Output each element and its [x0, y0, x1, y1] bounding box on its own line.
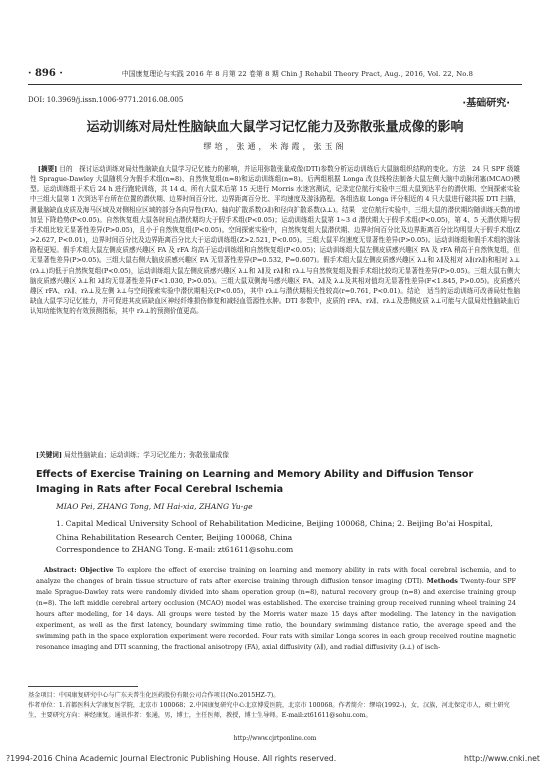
correspondence-en: Correspondence to ZHANG Tong. E-mail: zt61611@sohu.com	[56, 545, 294, 554]
affiliation-en: 1. Capital Medical University School of Rehabilitation Medicine, Beijing 100068, China; 2. Beijing Bo'ai Hospital, China Rehabilitation Research Center, Beijing 100068, China	[56, 519, 493, 542]
page-number: · 896 ·	[28, 67, 63, 79]
authors-cn: 缪培，张通，米海霞，张玉阁	[203, 142, 347, 151]
journal-website: http://www.cjrtponline.com	[233, 735, 317, 742]
methods-label: Methods	[426, 577, 458, 585]
objective-label: Objective	[79, 566, 114, 574]
footnote-fund: 基金项目：中国康复研究中心与广东天普生化医药股份有限公司合作项目(No.2015HZ-7)。	[28, 692, 280, 699]
header-rule	[28, 84, 522, 85]
article-title-en: Effects of Exercise Training on Learning and Memory Ability and Diffusion Tensor Imaging in Rats after Focal Cerebral Ischemia	[36, 469, 474, 495]
doi-line: DOI: 10.3969/j.issn.1006-9771.2016.08.005	[28, 96, 184, 104]
abstract-cn	[30, 164, 520, 316]
footnote-author-info: 作者单位：1.首都医科大学康复医学院，北京市 100068；2.中国康复研究中心北京博爱医院，北京市 100068。作者简介：缪培(1992-)，女，汉族，河北保定市人，硕士研究生，主要研究方向：神经康复。通讯作者：张通，男，博士，主任医师，教授，博士生导师。E-mail:zt61611@sohu.com。	[28, 702, 510, 719]
running-header	[28, 64, 522, 82]
keywords-cn-label: [关键词]	[36, 451, 63, 459]
cnki-footer	[0, 750, 550, 766]
copyright-notice: ?1994-2016 China Academic Journal Electronic Publishing House. All rights reserved.	[6, 753, 337, 763]
abstract-cn-label: [摘要]	[37, 165, 58, 173]
footnotes	[28, 691, 522, 721]
methods-text: Twenty-four SPF male Sprague-Dawley rats were randomly divided into sham operation group (n=8), natural recovery group (n=8) and exercise training group (n=8). The left middle cerebral artery occlusion (MCAO) model was established. The exercise training group received running wheel training 24 hours after modeling, for 14 days. All groups were tested by the Morris water maze 15 days after modeling. The latency in the navigation experiment, as well as the first latency, boundary swimming time ratio, the boundary swimming distance ratio, the average speed and the swimming path in the space exploration experiment were recorded. Four rats with similar Longa scores in each group received routine magnetic resonance imaging and DTI scanning, the fractional anisotropy (FA), axial diffusivity (λ∥), and radial diffusivity (λ⊥) of isch-	[36, 577, 516, 651]
cnki-link[interactable]: http://www.cnki.net	[464, 753, 540, 763]
keywords-cn-text: 局灶性脑缺血；运动训练；学习记忆能力；弥散张量成像	[64, 451, 229, 459]
objective-text: To explore the effect of exercise training on learning and memory ability in rats with focal cerebral ischemia, and to analyze the changes of brain tissue structure of rats after exercise training through diffusion tensor imaging (DTI).	[36, 566, 516, 585]
keywords-cn	[36, 449, 229, 459]
abstract-en-label: Abstract:	[43, 566, 77, 574]
article-title-cn: 运动训练对局灶性脑缺血大鼠学习记忆能力及弥散张量成像的影响	[86, 120, 464, 135]
authors-en: MIAO Pei, ZHANG Tong, MI Hai-xia, ZHANG Yu-ge	[56, 502, 253, 511]
abstract-en	[36, 565, 516, 653]
journal-citation-line: 中国康复理论与实践 2016 年 8 月第 22 卷第 8 期 Chin J Rehabil Theory Pract, Aug., 2016, Vol. 22, No.8	[121, 70, 473, 78]
footnote-rule	[28, 686, 138, 687]
abstract-cn-text: 目的 探讨运动训练对局灶性脑缺血大鼠学习记忆能力的影响，并运用弥散张量成像(DTI)参数分析运动训练后大鼠脑组织结构的变化。方法 24 只 SPF 级雄性 Sprague-Dawley 大鼠随机分为假手术组(n=8)、自然恢复组(n=8)和运动训练组(n=8)。后两组根据 Longa 改良线栓法制备大鼠左侧大脑中动脉闭塞(MCAO)模型。运动训练组于术后 24 h 进行跑轮训练，共 14 d。所有大鼠术后第 15 天进行 Morris 水迷宫测试，记录定位航行实验中三组大鼠到达平台的潜伏期、空间探索实验中三组大鼠第 1 次到达平台所在位置的潜伏期、边界时间百分比、边界距离百分比、平均速度及游泳路程。各组选取 Longa 评分相近的 4 只大鼠进行磁共振 DTI 扫描，测量脑缺血皮质及海马区域及对侧相应区域的部分各向异性(FA)、轴向扩散系数(λ∥)和径向扩散系数(λ⊥)。结果 定位航行实验中，三组大鼠的潜伏期均随训练天数的增加呈下降趋势(P<0.05)。自然恢复组大鼠各时间点潜伏期均大于假手术组(P<0.05)；运动训练组大鼠第 1~3 d 潜伏期大于假手术组(P<0.05)，第 4、5 天潜伏期与假手术组比较无显著性差异(P>0.05)，且小于自然恢复组(P<0.05)。空间探索实验中，自然恢复组大鼠潜伏期、边界时间百分比及边界距离百分比均明显大于假手术组(Z>2.627, P<0.01)，边界时间百分比及边界距离百分比大于运动训练组(Z>2.521, P<0.05)。三组大鼠平均速度无显著性差异(P>0.05)。运动训练组和假手术组的游泳路程更短。假手术组大鼠左侧皮质感兴趣区 FA 及 rFA 均高于运动训练组和自然恢复组(P<0.05)；运动训练组大鼠左侧皮质感兴趣区 FA 及 rFA 稍高于自然恢复组，但无显著性差异(P>0.05)。三组大鼠右侧大脑皮质感兴趣区 FA 无显著性差异(P=0.532, P=0.607)。假手术组大鼠左侧皮质感兴趣区 λ⊥和 λ∥及相对 λ∥(rλ∥)和相对 λ⊥(rλ⊥)均低于自然恢复组(P<0.05)，运动训练组大鼠左侧皮质感兴趣区 λ⊥和 λ∥及 rλ∥和 rλ⊥与自然恢复组及假手术组比较均无显著性差异(P>0.05)。三组大鼠右侧大脑皮质感兴趣区 λ⊥和 λ∥均无显著性差异(F<1.030, P>0.05)。三组大鼠双侧海马感兴趣区 FA、λ∥及 λ⊥及其相对值均无显著性差异(F<1.845, P>0.05)。皮质感兴趣区 rFA、rλ∥、rλ⊥及左侧 λ⊥与空间探索实验中潜伏期相关(P<0.05)，其中 rλ⊥与潜伏期相关性较高(r=0.761, P<0.01)。结论 适当的运动训练可改善局灶性脑缺血大鼠学习记忆能力，并可促进其皮质缺血区神经纤维损伤修复和减轻血管源性水肿。DTI 参数中，皮质的 rFA、rλ∥、rλ⊥及患侧皮质 λ⊥可能与大鼠局灶性脑缺血后认知功能恢复的有效预测指标，其中 rλ⊥的预测价值更高。	[30, 165, 520, 316]
column-label: ·基础研究·	[462, 98, 510, 109]
